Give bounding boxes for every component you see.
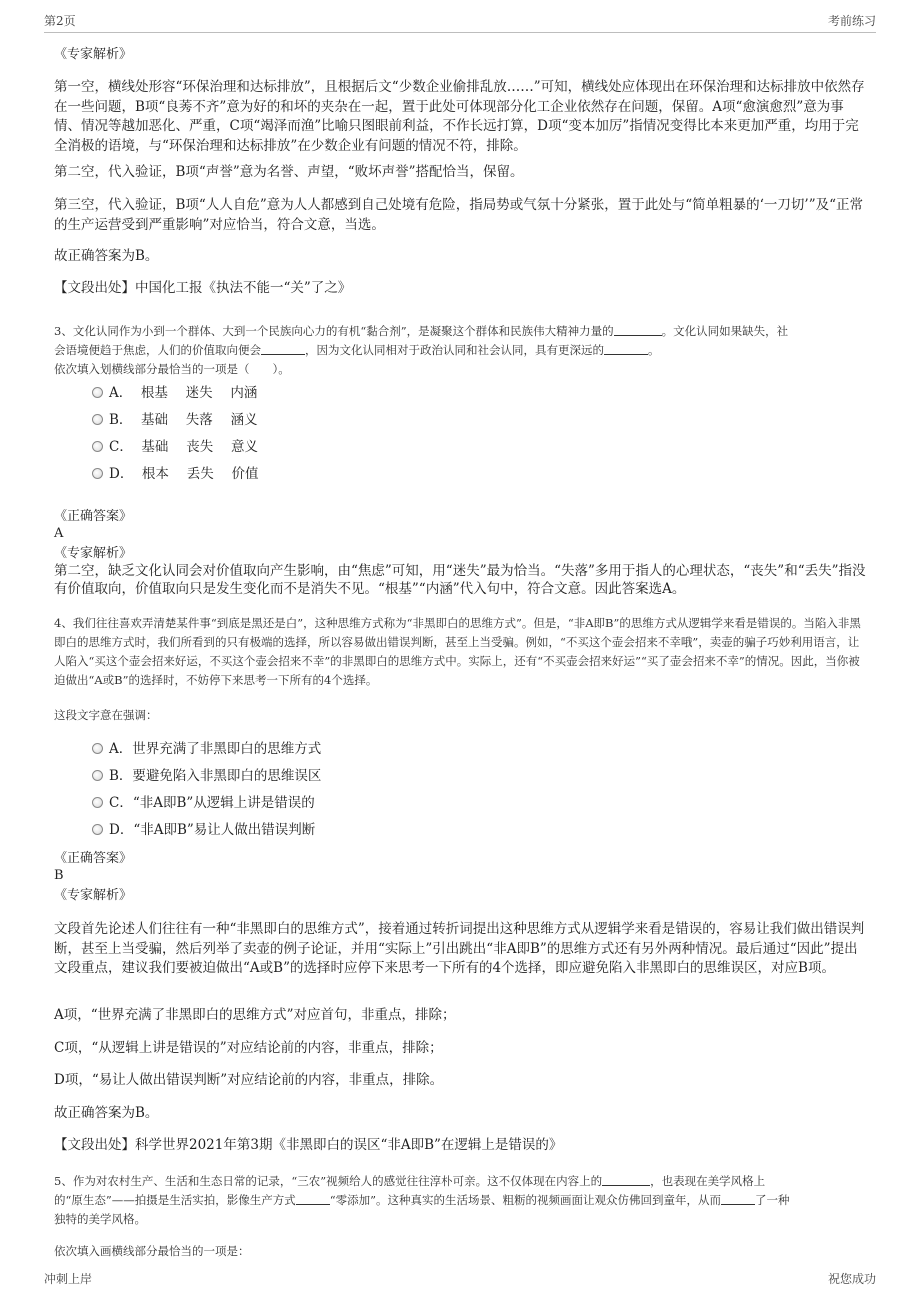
question-4-prompt: 这段文字意在强调：: [54, 708, 158, 722]
analysis-paragraph: A项，“世界充满了非黑即白的思维方式”对应首句，非重点，排除；: [54, 1007, 456, 1023]
radio-icon[interactable]: [92, 770, 103, 781]
radio-icon[interactable]: [92, 797, 103, 808]
answer-label: 《正确答案》: [54, 851, 133, 866]
fill-blank: [721, 1192, 755, 1205]
analysis-label: 《专家解析》: [54, 546, 133, 561]
analysis-paragraph: C项，“从逻辑上讲是错误的”对应结论前的内容，非重点，排除；: [54, 1040, 443, 1056]
option-b[interactable]: B． 基础 失落 涵义: [92, 407, 259, 434]
answer-value: B: [54, 868, 64, 883]
analysis-paragraph: 第二空，缺乏文化认同会对价值取向产生影响，由“焦虑”可知，用“迷失”最为恰当。“失落”多用于指人的心理状态，“丧失”和“丢失”指没有价值取向，价值取向只是发生变化而不是消失不见。“根基”“内涵”代入句中，符合文意。因此答案选A。: [54, 563, 866, 597]
source-citation: 【文段出处】中国化工报《执法不能一“关”了之》: [54, 280, 352, 296]
answer-label: 《正确答案》: [54, 509, 133, 524]
fill-blank: [602, 1173, 650, 1186]
radio-icon[interactable]: [92, 414, 103, 425]
option-c[interactable]: C． 基础 丧失 意义: [92, 434, 259, 461]
answer-value: A: [54, 526, 64, 541]
analysis-label: 《专家解析》: [54, 47, 133, 62]
question-4-text: 4、我们往往喜欢弄清楚某件事“到底是黑还是白”，这种思维方式称为“非黑即白的思维方式”。但是，“非A即B”的思维方式从逻辑学来看是错误的。当陷入非黑即白的思维方式时，我们所看到的只有极端的选择，所以容易做出错误判断，甚至上当受骗。例如，“不买这个壶会招来不幸哦”，卖壶的骗子巧妙利用语言，让人陷入“买这个壶会招来好运，不买这个壶会招来不幸”的非黑即白的思维方式中。实际上，还有“不买壶会招来好运”“买了壶会招来不幸”的情况。因此，当你被迫做出“A或B”的选择时，不妨停下来思考一下所有的4个选择。: [54, 616, 861, 687]
analysis-label: 《专家解析》: [54, 888, 133, 903]
question-5-prompt: 依次填入画横线部分最恰当的一项是：: [54, 1244, 250, 1258]
option-d[interactable]: D．“非A即B”易让人做出错误判断: [92, 817, 321, 844]
radio-icon[interactable]: [92, 387, 103, 398]
source-citation: 【文段出处】科学世界2021年第3期《非黑即白的误区“非A即B”在逻辑上是错误的》: [54, 1137, 563, 1153]
option-d[interactable]: D． 根本 丢失 价值: [92, 461, 259, 488]
analysis-paragraph: 第三空，代入验证，B项“人人自危”意为人人都感到自己处境有危险，指局势或气氛十分紧张，置于此处与“简单粗暴的‘一刀切’”及“正常的生产运营受到严重影响”对应恰当，符合文意，当选。: [54, 197, 864, 233]
analysis-paragraph: 文段首先论述人们往往有一种“非黑即白的思维方式”，接着通过转折词提出这种思维方式从逻辑学来看是错误的，容易让我们做出错误判断，甚至上当受骗，然后列举了卖壶的例子论证，并用“实际上”引出跳出“非A即B”的思维方式还有另外两种情况。最后通过“因此”提出文段重点，建议我们要被迫做出“A或B”的选择时应停下来思考一下所有的4个选择，即应避免陷入非黑即白的思维误区，对应B项。: [54, 921, 865, 976]
question-3-text: 3、文化认同作为小到一个群体、大到一个民族向心力的有机“黏合剂”，是凝聚这个群体和民族伟大精神力量的 。文化认同如果缺失，社 会语境便趋于焦虑，人们的价值取向便会 ，因为文化认同相对于政治认同和社会认同，具有更深远的 。 依次填入划横线部分最恰当的一项是（ ）。: [54, 324, 789, 376]
radio-icon[interactable]: [92, 468, 103, 479]
question-5-text: 5、作为对农村生产、生活和生态日常的记录，“三农”视频给人的感觉往往淳朴可亲。这不仅体现在内容上的 ，也表现在美学风格上 的“原生态”——拍摄是生活实拍，影像生产方式 “零添加”。这种真实的生活场景、粗粝的视频画面让观众仿佛回到童年，从而 了一种 独特的美学风格。: [54, 1174, 790, 1226]
analysis-paragraph: 第二空，代入验证，B项“声誉”意为名誉、声望，“败坏声誉”搭配恰当，保留。: [54, 164, 524, 180]
footer-right: 祝您成功: [827, 1272, 876, 1286]
radio-icon[interactable]: [92, 743, 103, 754]
footer-left: 冲刺上岸: [44, 1272, 93, 1286]
question-3-options: [92, 380, 259, 488]
option-a[interactable]: A． 根基 迷失 内涵: [92, 380, 259, 407]
radio-icon[interactable]: [92, 824, 103, 835]
fill-blank: [614, 323, 662, 336]
option-c[interactable]: C．“非A即B”从逻辑上讲是错误的: [92, 790, 321, 817]
option-a[interactable]: A．世界充满了非黑即白的思维方式: [92, 736, 321, 763]
radio-icon[interactable]: [92, 441, 103, 452]
fill-blank: [604, 342, 648, 355]
option-b[interactable]: B．要避免陷入非黑即白的思维误区: [92, 763, 321, 790]
header-title: 考前练习: [827, 14, 876, 28]
analysis-conclusion: 故正确答案为B。: [54, 1105, 159, 1121]
analysis-paragraph: 第一空，横线处形容“环保治理和达标排放”，且根据后文“少数企业偷排乱放……”可知，横线处应体现出在环保治理和达标排放中依然存在一些问题，B项“良莠不齐”意为好的和坏的夹杂在一起，置于此处可体现部分化工企业依然存在问题，保留。A项“愈演愈烈”意为事情、情况等越加恶化、严重，C项“竭泽而渔”比喻只图眼前利益，不作长远打算，D项“变本加厉”指情况变得比本来更加严重，均用于完全消极的语境，与“环保治理和达标排放”在少数企业有问题的情况不符，排除。: [54, 79, 865, 154]
page-header: [44, 12, 876, 33]
page-number: 第2页: [44, 14, 76, 28]
analysis-paragraph: D项，“易让人做出错误判断”对应结论前的内容，非重点，排除。: [54, 1072, 444, 1088]
analysis-conclusion: 故正确答案为B。: [54, 248, 159, 264]
question-4-options: [92, 736, 321, 844]
fill-blank: [261, 342, 305, 355]
fill-blank: [296, 1192, 330, 1205]
